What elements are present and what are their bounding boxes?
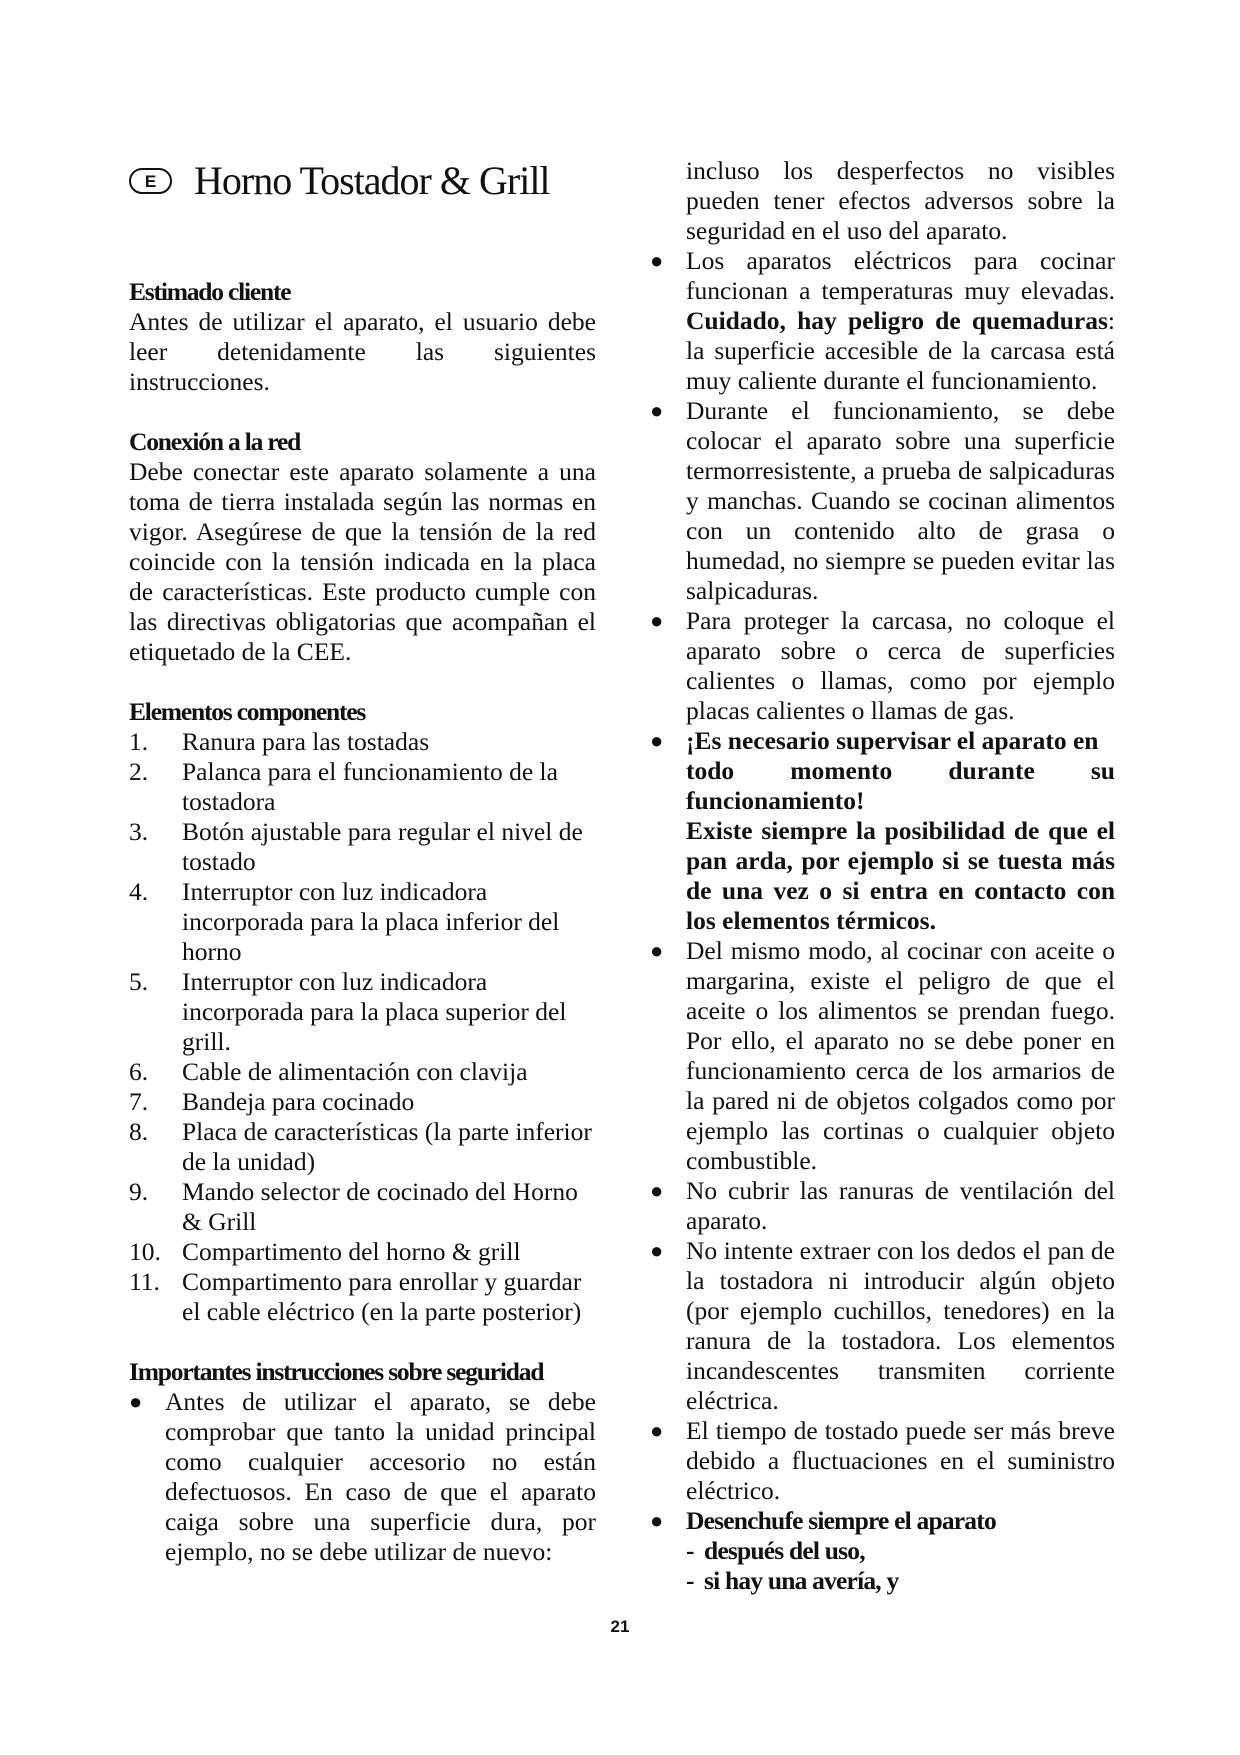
page-title: Horno Tostador & Grill bbox=[194, 158, 550, 203]
connection-heading: Conexión a la red bbox=[129, 427, 301, 456]
list-item: 7. Bandeja para cocinado bbox=[129, 1087, 415, 1116]
bullet-icon: ● bbox=[650, 608, 664, 633]
unplug-condition: - si hay una avería, y bbox=[686, 1566, 899, 1595]
right-column bbox=[650, 156, 1115, 1596]
bullet-icon: ● bbox=[650, 1418, 664, 1443]
list-item: 9. Mando selector de cocinado del Horno & Grill bbox=[129, 1177, 578, 1236]
safety-item bbox=[129, 1387, 596, 1567]
safety-text: Antes de utilizar el aparato, se debe comprobar que tanto la unidad principal como cualquier accesorio no están defectuosos. En caso de que el aparato caiga sobre una superficie dura, por ejemplo, no se debe utilizar de nuevo: bbox=[165, 1387, 596, 1566]
bullet-icon: ● bbox=[650, 1508, 664, 1533]
safety-list-right bbox=[650, 246, 1115, 1536]
connection-text: Debe conectar este aparato solamente a una toma de tierra instalada según las normas en vigor. Asegúrese de que la tensión de la red coincide con la tensión indicada en la placa de características. Este producto cumple con las directivas obligatorias que acompañan el etiquetado de la CEE. bbox=[129, 457, 596, 666]
safety-text: Del mismo modo, al cocinar con aceite o margarina, existe el peligro de que el aceite o los alimentos se prendan fuego. Por ello, el aparato no se debe poner en funcionamiento cerca de los armarios de la pared ni de objetos colgados como por ejemplo las cortinas o cualquier objeto combustible. bbox=[686, 936, 1115, 1175]
list-item: 8. Placa de características (la parte inferior de la unidad) bbox=[129, 1117, 592, 1176]
safety-item bbox=[650, 1506, 1115, 1536]
bullet-icon: ● bbox=[129, 1389, 143, 1414]
safety-item bbox=[650, 1236, 1115, 1416]
bullet-icon: ● bbox=[650, 728, 664, 753]
supervision-warning: ¡Es necesario supervisar el aparato en todo momento durante su funcionamiento! Existe siempre la posibilidad de que el pan arda, por ejemplo si se tuesta más de una vez o si entra en contacto con los elementos térmicos. bbox=[686, 726, 1115, 935]
safety-item bbox=[650, 246, 1115, 396]
page-number: 21 bbox=[610, 1617, 630, 1636]
safety-text: Durante el funcionamiento, se debe colocar el aparato sobre una superficie termorresistente, a prueba de salpicaduras y manchas. Cuando se cocinan alimentos con un contenido alto de grasa o humedad, no siempre se pueden evitar las salpicaduras. bbox=[686, 396, 1115, 605]
list-item: 1. Ranura para las tostadas bbox=[129, 727, 430, 756]
safety-list-left bbox=[129, 1387, 596, 1567]
components-list bbox=[129, 727, 596, 1327]
safety-item bbox=[650, 726, 1115, 936]
safety-item bbox=[650, 1176, 1115, 1236]
safety-text: El tiempo de tostado puede ser más breve debido a fluctuaciones en el suministro eléctrico. bbox=[686, 1416, 1115, 1505]
safety-item bbox=[650, 1416, 1115, 1506]
bullet-icon: ● bbox=[650, 398, 664, 423]
safety-item bbox=[650, 396, 1115, 606]
bullet-icon: ● bbox=[650, 1238, 664, 1263]
safety-text: No intente extraer con los dedos el pan de la tostadora ni introducir algún objeto (por ejemplo cuchillos, tenedores) en la ranura de la tostadora. Los elementos incandescentes transmiten corriente eléctrica. bbox=[686, 1236, 1115, 1415]
list-item: 2. Palanca para el funcionamiento de la tostadora bbox=[129, 757, 558, 816]
intro-text: Antes de utilizar el aparato, el usuario debe leer detenidamente las siguientes instrucciones. bbox=[129, 307, 596, 396]
list-item: 11. Compartimento para enrollar y guardar el cable eléctrico (en la parte posterior) bbox=[129, 1267, 582, 1326]
safety-text: No cubrir las ranuras de ventilación del aparato. bbox=[686, 1176, 1115, 1235]
safety-text: Para proteger la carcasa, no coloque el aparato sobre o cerca de superficies calientes o llamas, como por ejemplo placas calientes o llamas de gas. bbox=[686, 606, 1115, 725]
bullet-icon: ● bbox=[650, 1178, 664, 1203]
left-column bbox=[129, 277, 596, 1567]
list-item: 5. Interruptor con luz indicadora incorporada para la placa superior del grill. bbox=[129, 967, 567, 1056]
bullet-icon: ● bbox=[650, 938, 664, 963]
unplug-condition: - después del uso, bbox=[686, 1536, 865, 1565]
list-item: 6. Cable de alimentación con clavija bbox=[129, 1057, 528, 1086]
safety-text: Los aparatos eléctricos para cocinar funcionan a temperaturas muy elevadas. Cuidado, hay peligro de quemaduras: la superficie accesible de la carcasa está muy caliente durante el funcionamiento. bbox=[686, 246, 1115, 395]
safety-continuation: incluso los desperfectos no visibles pueden tener efectos adversos sobre la seguridad en el uso del aparato. bbox=[686, 156, 1115, 245]
safety-heading: Importantes instrucciones sobre seguridad bbox=[129, 1357, 544, 1386]
list-item: 3. Botón ajustable para regular el nivel de tostado bbox=[129, 817, 583, 876]
title-row bbox=[129, 156, 599, 206]
language-badge: E bbox=[129, 168, 172, 194]
intro-heading: Estimado cliente bbox=[129, 277, 291, 306]
list-item: 10. Compartimento del horno & grill bbox=[129, 1237, 521, 1266]
unplug-warning: Desenchufe siempre el aparato bbox=[686, 1506, 996, 1535]
safety-item bbox=[650, 606, 1115, 726]
components-heading: Elementos componentes bbox=[129, 697, 366, 726]
list-item: 4. Interruptor con luz indicadora incorporada para la placa inferior del horno bbox=[129, 877, 560, 966]
burn-warning: Cuidado, hay peligro de quemaduras bbox=[686, 306, 1108, 335]
bullet-icon: ● bbox=[650, 248, 664, 273]
safety-item bbox=[650, 936, 1115, 1176]
